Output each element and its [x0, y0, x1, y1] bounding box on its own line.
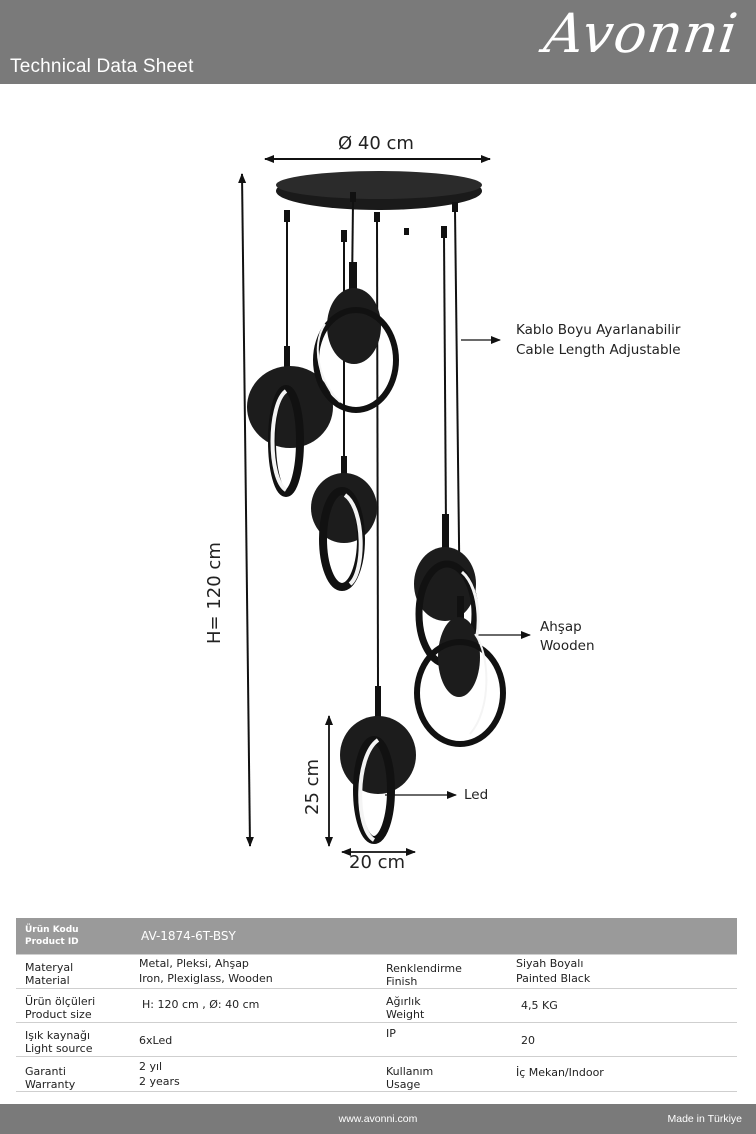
spec-header-row	[16, 918, 737, 954]
weight-value: 4,5 KG	[521, 998, 558, 1012]
weight-label-tr: Ağırlık	[386, 994, 421, 1008]
product-id-label	[16, 918, 131, 954]
spec-row-material	[16, 954, 737, 988]
warranty-label-en: Warranty	[25, 1077, 76, 1091]
page-title: Technical Data Sheet	[10, 56, 194, 77]
finish-label-tr: Renklendirme	[386, 961, 462, 975]
spec-row-light-source	[16, 1022, 737, 1056]
pendant-module-3	[311, 456, 377, 587]
pendant-module-5	[417, 596, 503, 744]
module-height-label: 25 cm	[302, 758, 323, 815]
cable-label-en: Cable Length Adjustable	[516, 342, 681, 358]
material-value-tr: Metal, Pleksi, Ahşap	[139, 956, 249, 970]
light-source-label-en: Light source	[25, 1041, 93, 1055]
product-drawing	[0, 84, 756, 914]
usage-value: İç Mekan/Indoor	[516, 1065, 604, 1079]
warranty-value-en: 2 years	[139, 1074, 180, 1088]
wooden-note	[540, 618, 595, 656]
wood-label-tr: Ahşap	[540, 619, 582, 635]
spec-row-warranty	[16, 1056, 737, 1091]
size-label-tr: Ürün ölçüleri	[25, 994, 96, 1008]
module-width-label: 20 cm	[349, 852, 406, 873]
material-label-en: Material	[25, 973, 70, 987]
footer-bar	[0, 1104, 756, 1134]
finish-value-en: Painted Black	[516, 971, 591, 985]
pendant-module-2	[316, 262, 396, 410]
light-source-value: 6xLed	[139, 1033, 173, 1047]
material-label-tr: Materyal	[25, 960, 74, 974]
material-value-en: Iron, Plexiglass, Wooden	[139, 971, 273, 985]
usage-label-tr: Kullanım	[386, 1064, 434, 1078]
cable-label-tr: Kablo Boyu Ayarlanabilir	[516, 322, 681, 338]
spec-table	[16, 918, 737, 1092]
diameter-label: Ø 40 cm	[338, 133, 414, 154]
height-dimension-line	[242, 174, 250, 846]
ip-value: 20	[521, 1033, 535, 1047]
website-link[interactable]: www.avonni.com	[338, 1113, 418, 1125]
product-id-value: AV-1874-6T-BSY	[131, 918, 737, 954]
spec-row-size	[16, 988, 737, 1022]
pendant-lamp-illustration	[0, 84, 756, 914]
wood-label-en: Wooden	[540, 638, 595, 654]
usage-label-en: Usage	[386, 1077, 421, 1091]
led-note: Led	[464, 787, 489, 803]
weight-label-en: Weight	[386, 1007, 425, 1021]
made-in-note: Made in Türkiye	[667, 1113, 742, 1125]
product-id-label-en: Product ID	[25, 937, 79, 947]
size-value: H: 120 cm , Ø: 40 cm	[142, 997, 260, 1011]
ip-label: IP	[386, 1026, 396, 1040]
height-label: H= 120 cm	[204, 542, 225, 644]
warranty-value-tr: 2 yıl	[139, 1059, 163, 1073]
header-bar	[0, 0, 756, 84]
size-label-en: Product size	[25, 1007, 92, 1021]
cable-adjustable-note	[516, 320, 681, 360]
brand-logo: Avonni	[540, 2, 743, 65]
product-id-label-tr: Ürün Kodu	[25, 925, 79, 935]
finish-label-en: Finish	[386, 974, 418, 988]
pendant-module-6	[340, 686, 416, 840]
warranty-label-tr: Garanti	[25, 1064, 66, 1078]
finish-value-tr: Siyah Boyalı	[516, 956, 584, 970]
light-source-label-tr: Işık kaynağı	[25, 1028, 91, 1042]
